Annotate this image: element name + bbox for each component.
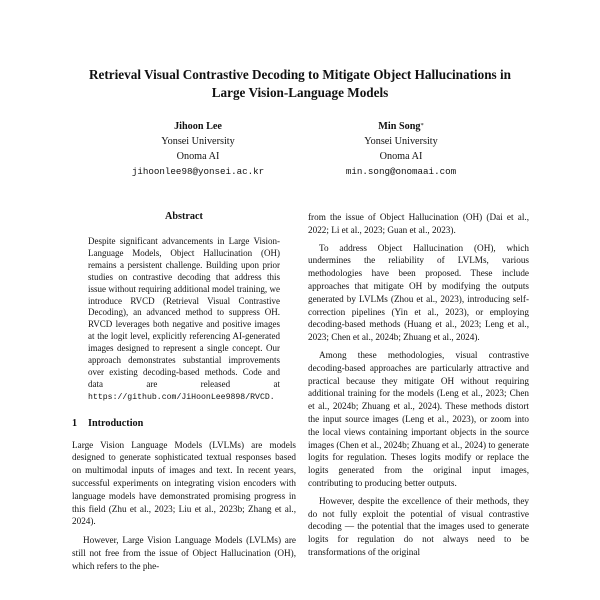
author-email: min.song@onomaai.com — [345, 166, 457, 177]
author-email: jihoonlee98@yonsei.ac.kr — [131, 166, 265, 177]
corresponding-mark: * — [420, 122, 424, 129]
author-organization: Onoma AI — [379, 151, 423, 162]
right-paragraph-3: Among these methodologies, visual contrastive decoding-based approaches are particularly attractive and practical because they mitigate OH without requiring additional training for the models (Leng et al., 2023; Chen et al., 2024b; Zhuang et al., 2024). These methods distort the input source images (Leng et al., 2023), or zoom into the local views containing important objects in the source images (Chen et al., 2024b; Zhuang et al., 2024) to generate logits for regulation. Theses logits modify or replace the logits generated from the original input images, contributing to producing better outputs. — [308, 349, 529, 488]
intro-paragraph-2: However, Large Vision Language Models (LVLMs) are still not free from the issue of Object Hallucination (OH), which refers to the phe- — [72, 535, 296, 571]
right-paragraph-4: However, despite the excellence of their methods, they do not fully exploit the potential of visual contrastive decoding — the potential that the images used to generate logits for regulation do not always need to be transformations of the original — [308, 495, 529, 557]
section-title: Introduction — [88, 417, 144, 429]
author-block-2 — [291, 119, 511, 179]
right-paragraph-2: To address Object Hallucination (OH), which undermines the reliability of LVLMs, various methodologies have been proposed. These include approaches that mitigate OH by modifying the outputs generated by LVLMs (Zhou et al., 2023), introducing self-correction pipelines (Yin et al., 2023), or employing decoding-based methods (Huang et al., 2023; Leng et al., 2023; Chen et al., 2024b; Zhuang et al., 2024). — [308, 242, 529, 343]
left-column — [72, 210, 296, 579]
author-name: Min Song* — [378, 121, 424, 132]
author-name: Jihoon Lee — [174, 121, 222, 132]
section-heading-introduction — [72, 417, 296, 431]
code-url-link[interactable]: https://github.com/JiHoonLee9898/RVCD. — [88, 392, 275, 402]
title-line-1: Retrieval Visual Contrastive Decoding to Mitigate Object Hallucinations in — [89, 67, 511, 82]
title-line-2: Large Vision-Language Models — [211, 85, 389, 100]
right-paragraph-1: from the issue of Object Hallucination (OH) (Dai et al., 2022; Li et al., 2023; Guan et al., 2023). — [308, 212, 529, 235]
abstract-heading: Abstract — [165, 211, 203, 222]
section-number: 1 — [72, 417, 78, 429]
right-column — [308, 211, 529, 564]
intro-paragraph-1: Large Vision Language Models (LVLMs) are models designed to generate sophisticated textual responses based on multimodal inputs of images and text. In recent years, successful experiments on integrating vision encoders with language models have demonstrated promising progress in this field (Zhu et al., 2023; Liu et al., 2023b; Zhang et al., 2024). — [72, 439, 296, 527]
author-affiliation: Yonsei University — [161, 136, 235, 147]
author-organization: Onoma AI — [176, 151, 220, 162]
paper-title — [40, 66, 560, 102]
abstract-text: Despite significant advancements in Large Vision-Language Models, Object Hallucination (OH) remains a persistent challenge. Building upon prior studies on contrastive decoding that address this issue without requiring additional model training, we introduce RVCD (Retrieval Visual Contrastive Decoding), an advanced method to suppress OH. RVCD leverages both negative and positive images at the logit level, explicitly referencing AI-generated images designed to represent a single concept. Our approach demonstrates substantial improvements over existing decoding-based methods. Code and data are released at https://github.com/JiHoonLee9898/RVCD. — [88, 236, 280, 402]
author-affiliation: Yonsei University — [364, 136, 438, 147]
author-block-1 — [88, 119, 308, 179]
